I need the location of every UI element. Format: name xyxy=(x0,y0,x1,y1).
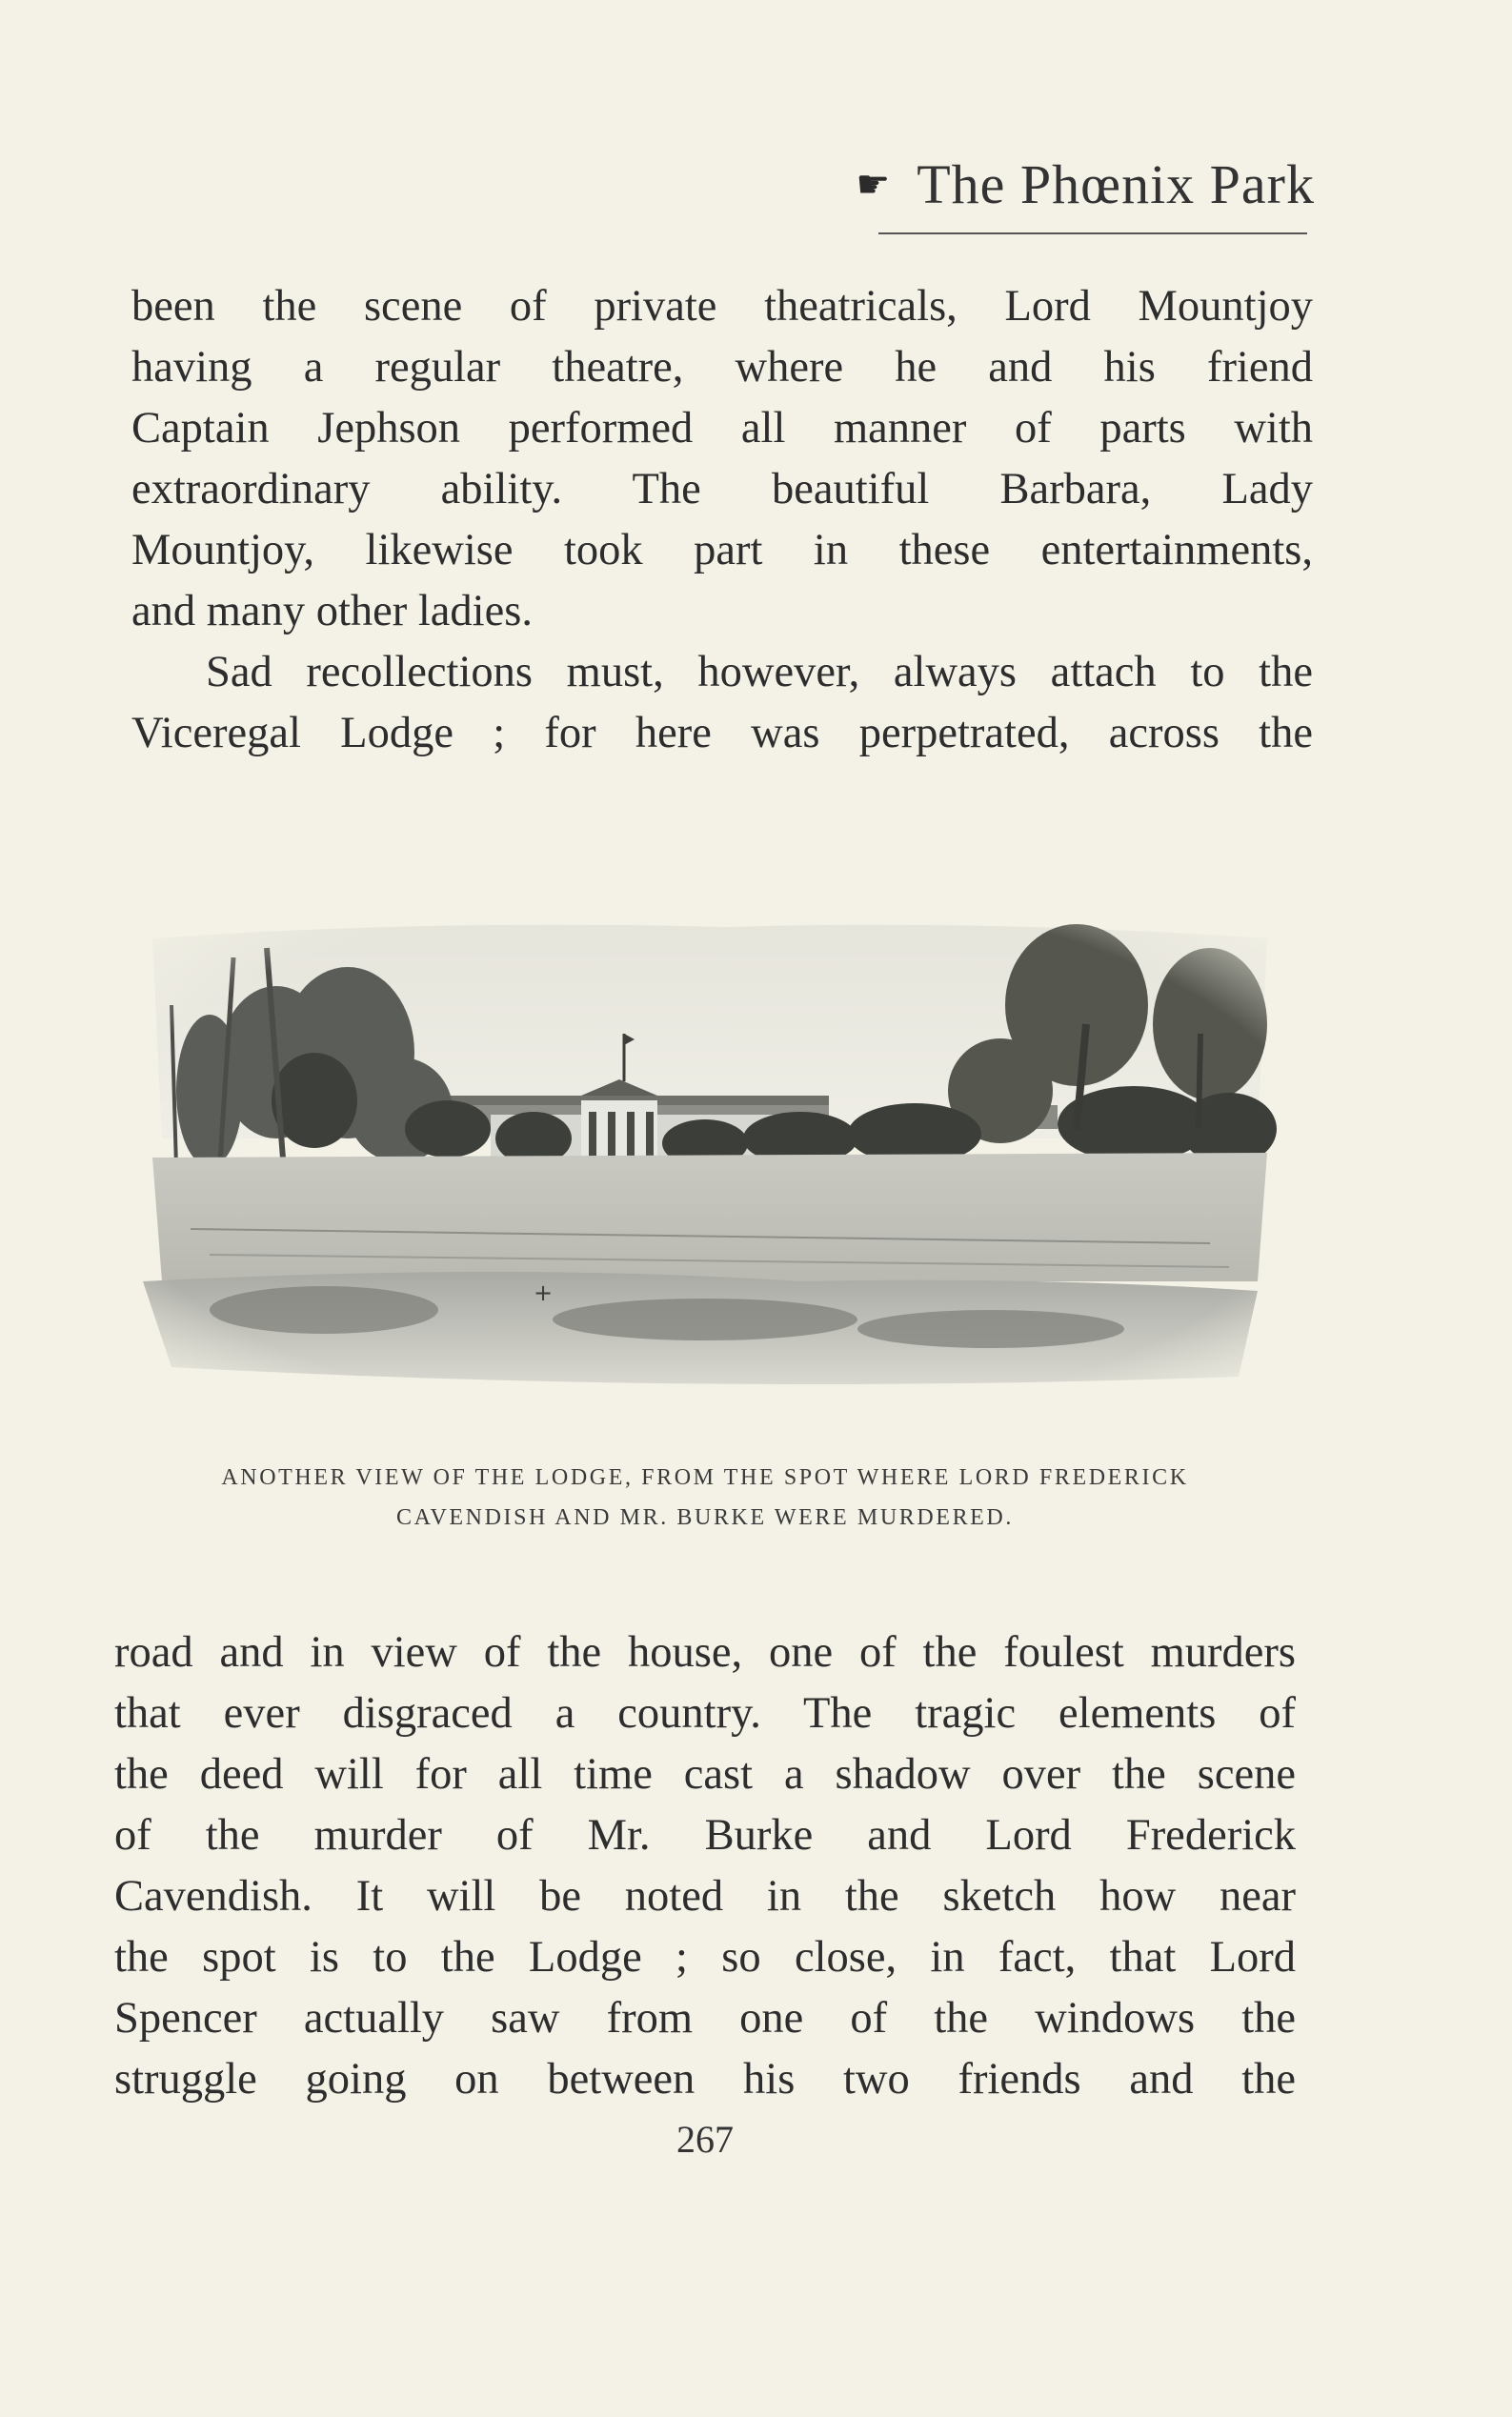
text-line: Cavendish. It will be noted in the sketch how near xyxy=(114,1872,1296,1921)
body-text-bottom xyxy=(114,1622,1296,2110)
running-head xyxy=(762,152,1315,216)
caption-line: CAVENDISH AND MR. BURKE WERE MURDERED. xyxy=(396,1505,1014,1530)
caption-line: ANOTHER VIEW OF THE LODGE, FROM THE SPOT WHERE LORD FREDERICK xyxy=(221,1465,1189,1490)
text-line: Captain Jephson performed all manner of parts with xyxy=(131,404,1313,453)
text-line: the spot is to the Lodge ; so close, in fact, that Lord xyxy=(114,1933,1296,1982)
text-line: struggle going on between his two friends and the xyxy=(114,2055,1296,2104)
text-line: having a regular theatre, where he and his friend xyxy=(131,343,1313,392)
text-line: that ever disgraced a country. The tragic elements of xyxy=(114,1689,1296,1738)
text-line: been the scene of private theatricals, Lord Mountjoy xyxy=(131,282,1313,331)
running-head-title: The Phœnix Park xyxy=(917,153,1315,215)
pointing-hand-icon: ☛ xyxy=(856,163,891,206)
text-line: Sad recollections must, however, always attach to the xyxy=(206,648,1313,696)
text-line: the deed will for all time cast a shadow over the scene xyxy=(114,1750,1296,1799)
body-text-top xyxy=(131,276,1313,764)
page-number: 267 xyxy=(676,2118,734,2161)
text-line: extraordinary ability. The beautiful Barbara, Lady xyxy=(131,465,1313,514)
figure-caption xyxy=(143,1458,1267,1538)
text-line: Spencer actually saw from one of the windows the xyxy=(114,1994,1296,2043)
lodge-engraving xyxy=(133,900,1286,1415)
text-line: and many other ladies. xyxy=(131,587,533,635)
text-line: of the murder of Mr. Burke and Lord Frederick xyxy=(114,1811,1296,1860)
header-rule xyxy=(878,232,1307,234)
text-line: Viceregal Lodge ; for here was perpetrated, across the xyxy=(131,709,1313,757)
text-line: Mountjoy, likewise took part in these entertainments, xyxy=(131,526,1313,574)
text-line: road and in view of the house, one of the foulest murders xyxy=(114,1628,1296,1677)
lodge-engraving-image xyxy=(133,900,1286,1415)
